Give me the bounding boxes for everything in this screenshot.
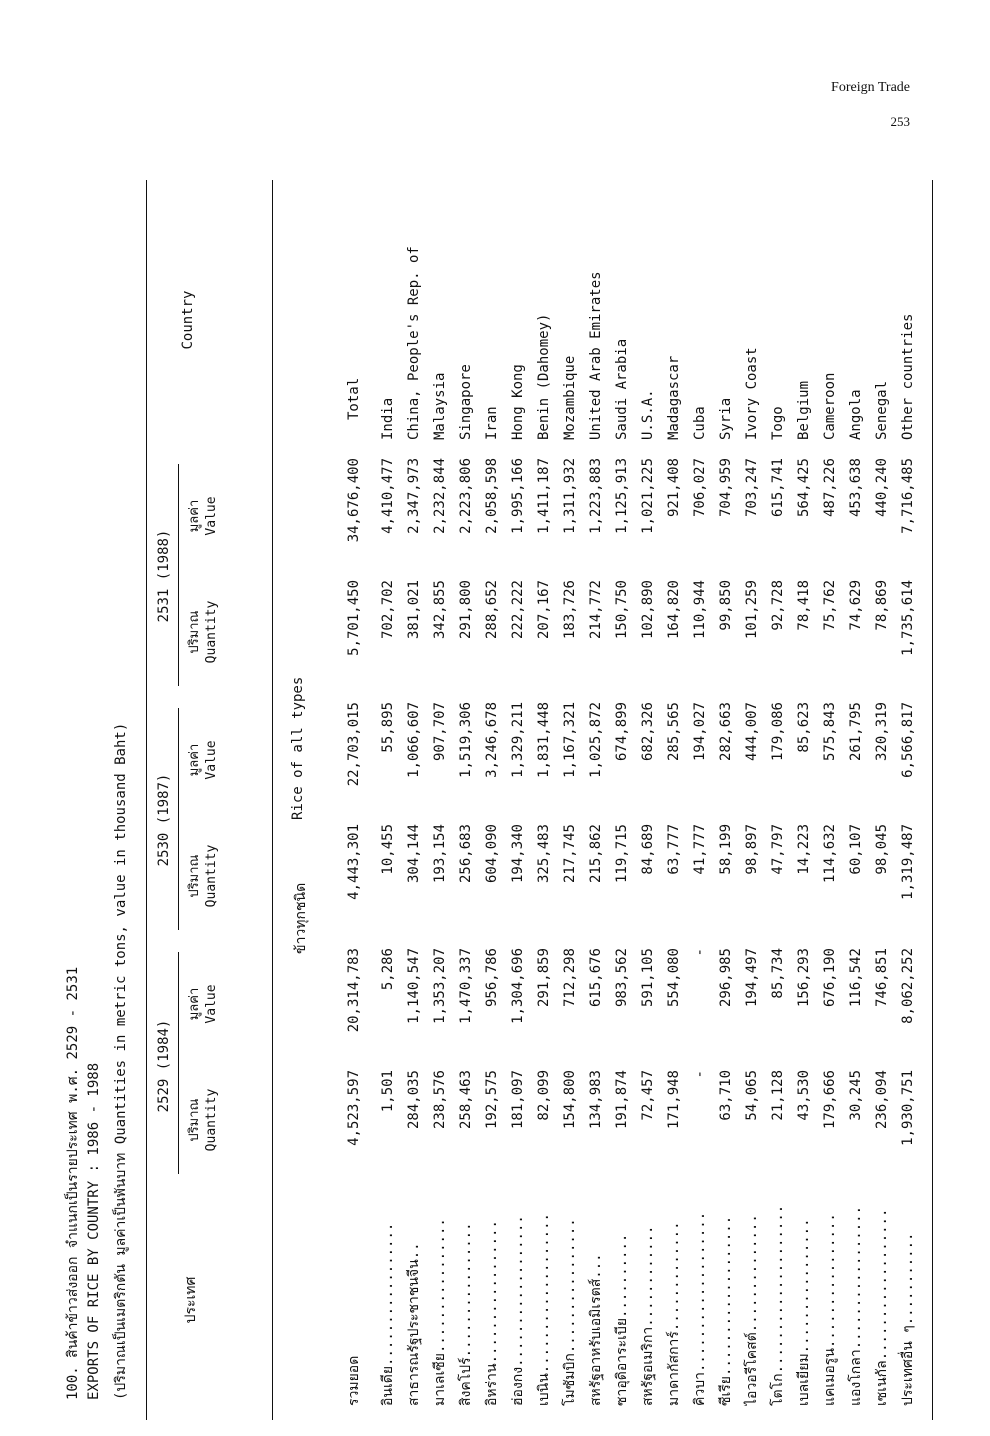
- table-row: [792, 180, 816, 1420]
- value-1987: 1,831,448: [536, 702, 552, 778]
- quantity-1986: 191,874: [614, 1070, 630, 1130]
- country-english: India: [380, 397, 396, 440]
- quantity-1988: 150,750: [614, 580, 630, 640]
- country-thai: สหรัฐอาหรับเอมิเรตส์...: [588, 1253, 604, 1406]
- quantity-1988: 222,222: [510, 580, 526, 640]
- country-english: U.S.A.: [640, 389, 656, 440]
- table-row: [662, 180, 686, 1420]
- country-thai: แคเมอรูน................: [822, 1213, 838, 1406]
- country-thai: สาธารณรัฐประชาชนจีน..: [406, 1242, 422, 1406]
- country-thai: มาดากัสการ์.............: [666, 1221, 682, 1406]
- quantity-1987: 10,455: [380, 824, 396, 875]
- quantity-1988: 75,762: [822, 580, 838, 631]
- value-1987: 1,329,211: [510, 702, 526, 778]
- value-1986: 676,190: [822, 948, 838, 1008]
- table-row-total: [342, 180, 366, 1420]
- value-1987: 1,025,872: [588, 702, 604, 778]
- table-row: [870, 180, 894, 1420]
- country-thai: เซเนกัล..................: [874, 1208, 890, 1406]
- quantity-1987: 256,683: [458, 824, 474, 884]
- table-row: [740, 180, 764, 1420]
- value-1986: 1,470,337: [458, 948, 474, 1024]
- value-1986: 591,105: [640, 948, 656, 1008]
- value-1987: 907,707: [432, 702, 448, 762]
- quantity-1986: 21,128: [770, 1070, 786, 1121]
- country-english: Iran: [484, 406, 500, 440]
- quantity-1987: 193,154: [432, 824, 448, 884]
- value-1987: 444,007: [744, 702, 760, 762]
- value-1986: 8,062,252: [900, 948, 916, 1024]
- country-english: Singapore: [458, 364, 474, 440]
- country-thai: เบลเยียม................: [796, 1218, 812, 1406]
- value-1987: 3,246,678: [484, 702, 500, 778]
- value-1987: 1,066,607: [406, 702, 422, 778]
- bottom-rule: [932, 180, 933, 1420]
- country-thai: อิหร่าน.................: [484, 1220, 500, 1406]
- value-header: มูลค่า Value: [187, 984, 219, 1024]
- value-1987: 682,326: [640, 702, 656, 762]
- value-1988: 703,247: [744, 458, 760, 518]
- country-header-english: Country: [180, 290, 196, 350]
- year-header-2530: 2530 (1987): [156, 773, 172, 867]
- quantity-1988: 342,855: [432, 580, 448, 640]
- value-1988: 7,716,485: [900, 458, 916, 534]
- table-row: [636, 180, 660, 1420]
- quantity-header: ปริมาณ Quantity: [187, 1088, 219, 1152]
- country-thai: ฮ่องกง..................: [510, 1215, 526, 1406]
- value-header: มูลค่า Value: [187, 496, 219, 536]
- value-1987: 285,565: [666, 702, 682, 762]
- table-row: [532, 180, 556, 1420]
- value-1986: 746,851: [874, 948, 890, 1008]
- value-1988: 2,232,844: [432, 458, 448, 534]
- value-1988: 921,408: [666, 458, 682, 518]
- country-thai: อินเดีย.................: [380, 1222, 396, 1406]
- country-thai: โตโก....................: [770, 1204, 786, 1406]
- section-label-english: Rice of all types: [290, 676, 306, 820]
- value-1987: 261,795: [848, 702, 864, 762]
- country-english: Cameroon: [822, 372, 838, 440]
- quantity-1986: 82,099: [536, 1070, 552, 1121]
- value-1986: 85,734: [770, 948, 786, 999]
- value-1986: 1,304,696: [510, 948, 526, 1024]
- quantity-1986: 72,457: [640, 1070, 656, 1121]
- quantity-1986: 134,983: [588, 1070, 604, 1130]
- quantity-1988: 101,259: [744, 580, 760, 640]
- value-1987: 22,703,015: [346, 702, 362, 787]
- table-row: [506, 180, 530, 1420]
- value-1988: 4,410,477: [380, 458, 396, 534]
- rice-exports-table: [50, 180, 950, 1420]
- quantity-1987: 119,715: [614, 824, 630, 884]
- country-thai: เบนิน...................: [536, 1213, 552, 1406]
- country-thai: คิวบา...................: [692, 1211, 708, 1406]
- quantity-1987: 58,199: [718, 824, 734, 875]
- quantity-1986: 258,463: [458, 1070, 474, 1130]
- quantity-1987: 98,045: [874, 824, 890, 875]
- quantity-1987: 98,897: [744, 824, 760, 875]
- value-1988: 2,223,806: [458, 458, 474, 534]
- value-1986: 116,542: [848, 948, 864, 1008]
- value-1988: 487,226: [822, 458, 838, 518]
- quantity-1988: 183,726: [562, 580, 578, 640]
- quantity-1988: 164,820: [666, 580, 682, 640]
- country-thai: ไอวอรีโคสต์..............: [744, 1214, 760, 1406]
- value-1986: -: [692, 948, 708, 957]
- table-row: [844, 180, 868, 1420]
- quantity-1986: 43,530: [796, 1070, 812, 1121]
- running-head: Foreign Trade: [831, 80, 910, 95]
- quantity-1988: 381,021: [406, 580, 422, 640]
- quantity-1987: 304,144: [406, 824, 422, 884]
- quantity-1988: 5,701,450: [346, 580, 362, 656]
- table-row: [818, 180, 842, 1420]
- quantity-1988: 99,850: [718, 580, 734, 631]
- quantity-header: ปริมาณ Quantity: [187, 600, 219, 664]
- country-english: Cuba: [692, 406, 708, 440]
- value-1986: 296,985: [718, 948, 734, 1008]
- country-thai: รวมยอด: [346, 1355, 362, 1406]
- value-header: มูลค่า Value: [187, 740, 219, 780]
- quantity-1986: 238,576: [432, 1070, 448, 1130]
- value-1987: 85,623: [796, 702, 812, 753]
- value-1986: 956,786: [484, 948, 500, 1008]
- table-row: [610, 180, 634, 1420]
- country-thai: สิงคโปร์................: [458, 1222, 474, 1406]
- quantity-1988: 291,800: [458, 580, 474, 640]
- quantity-1987: 41,777: [692, 824, 708, 875]
- country-english: Togo: [770, 406, 786, 440]
- value-1988: 704,959: [718, 458, 734, 518]
- value-1988: 2,058,598: [484, 458, 500, 534]
- country-english: Saudi Arabia: [614, 338, 630, 440]
- quantity-1988: 74,629: [848, 580, 864, 631]
- quantity-1986: 4,523,597: [346, 1070, 362, 1146]
- page-header: [0, 0, 990, 150]
- quantity-1986: 63,710: [718, 1070, 734, 1121]
- section-label-thai: ข้าวทุกชนิด: [293, 882, 309, 954]
- country-thai: สหรัฐอเมริกา............: [640, 1225, 656, 1406]
- quantity-1987: 325,483: [536, 824, 552, 884]
- table-row: [688, 180, 712, 1420]
- quantity-1986: 179,666: [822, 1070, 838, 1130]
- quantity-1987: 4,443,301: [346, 824, 362, 900]
- table-row: [454, 180, 478, 1420]
- quantity-1986: 1,501: [380, 1070, 396, 1113]
- country-english: Hong Kong: [510, 364, 526, 440]
- quantity-1988: 1,735,614: [900, 580, 916, 656]
- value-1986: 712,298: [562, 948, 578, 1008]
- country-thai: ซีเรีย...................: [718, 1215, 734, 1406]
- table-body: [50, 180, 950, 1420]
- country-english: United Arab Emirates: [588, 271, 604, 440]
- value-1986: 194,497: [744, 948, 760, 1008]
- country-thai: ซาอุดิอาระเบีย..........: [614, 1233, 630, 1406]
- table-row: [766, 180, 790, 1420]
- quantity-1987: 84,689: [640, 824, 656, 875]
- quantity-1987: 1,319,487: [900, 824, 916, 900]
- value-1987: 1,167,321: [562, 702, 578, 778]
- quantity-1986: 284,035: [406, 1070, 422, 1130]
- value-1988: 564,425: [796, 458, 812, 518]
- value-1986: 615,676: [588, 948, 604, 1008]
- quantity-1987: 60,107: [848, 824, 864, 875]
- value-1987: 194,027: [692, 702, 708, 762]
- country-english: Benin (Dahomey): [536, 313, 552, 440]
- quantity-1986: 171,948: [666, 1070, 682, 1130]
- value-1986: 20,314,783: [346, 948, 362, 1033]
- value-1988: 453,638: [848, 458, 864, 518]
- value-1987: 320,319: [874, 702, 890, 762]
- quantity-1988: 110,944: [692, 580, 708, 640]
- country-thai: โมซัมบิก................: [562, 1218, 578, 1406]
- value-1988: 1,411,187: [536, 458, 552, 534]
- value-1988: 34,676,400: [346, 458, 362, 543]
- quantity-1988: 102,890: [640, 580, 656, 640]
- country-english: Mozambique: [562, 355, 578, 440]
- value-1987: 1,519,306: [458, 702, 474, 778]
- country-header-thai: ประเทศ: [183, 1276, 199, 1324]
- table-row: [376, 180, 400, 1420]
- table-row: [428, 180, 452, 1420]
- value-1988: 440,240: [874, 458, 890, 518]
- country-thai: มาเลเซีย................: [432, 1218, 448, 1406]
- country-english: Senegal: [874, 380, 890, 440]
- value-1986: 983,562: [614, 948, 630, 1008]
- year-header-2531: 2531 (1988): [156, 529, 172, 623]
- value-1987: 179,086: [770, 702, 786, 762]
- quantity-1987: 63,777: [666, 824, 682, 875]
- value-1987: 575,843: [822, 702, 838, 762]
- table-title-english: EXPORTS OF RICE BY COUNTRY : 1986 - 1988: [86, 1062, 102, 1400]
- value-1986: 291,859: [536, 948, 552, 1008]
- quantity-1987: 114,632: [822, 824, 838, 884]
- value-1988: 706,027: [692, 458, 708, 518]
- quantity-1987: 47,797: [770, 824, 786, 875]
- quantity-1988: 702,702: [380, 580, 396, 640]
- value-1988: 1,021,225: [640, 458, 656, 534]
- value-1988: 1,223,883: [588, 458, 604, 534]
- quantity-1986: 30,245: [848, 1070, 864, 1121]
- table-row: [558, 180, 582, 1420]
- quantity-1988: 78,418: [796, 580, 812, 631]
- value-1986: 5,286: [380, 948, 396, 991]
- quantity-1986: 192,575: [484, 1070, 500, 1130]
- value-1986: 156,293: [796, 948, 812, 1008]
- value-1987: 674,899: [614, 702, 630, 762]
- table-row: [480, 180, 504, 1420]
- quantity-1988: 207,167: [536, 580, 552, 640]
- country-english: China, People's Rep. of: [406, 246, 422, 440]
- country-english: Total: [346, 377, 362, 420]
- quantity-1988: 214,772: [588, 580, 604, 640]
- quantity-header: ปริมาณ Quantity: [187, 844, 219, 908]
- quantity-1987: 215,862: [588, 824, 604, 884]
- quantity-1988: 92,728: [770, 580, 786, 631]
- table-row: [714, 180, 738, 1420]
- quantity-1987: 14,223: [796, 824, 812, 875]
- country-english: Ivory Coast: [744, 347, 760, 440]
- table-title-thai: 100. สินค้าข้าวส่งออก จำแนกเป็นรายประเทศ พ.ศ. 2529 - 2531: [65, 966, 81, 1400]
- quantity-1987: 194,340: [510, 824, 526, 884]
- value-1987: 6,566,817: [900, 702, 916, 778]
- country-english: Madagascar: [666, 355, 682, 440]
- country-english: Other countries: [900, 313, 916, 440]
- country-english: Belgium: [796, 380, 812, 440]
- quantity-1987: 604,090: [484, 824, 500, 884]
- country-english: Angola: [848, 389, 864, 440]
- quantity-1988: 78,869: [874, 580, 890, 631]
- country-thai: แองโกลา.................: [848, 1206, 864, 1406]
- quantity-1986: 181,097: [510, 1070, 526, 1130]
- country-english: Malaysia: [432, 372, 448, 440]
- quantity-1986: 154,800: [562, 1070, 578, 1130]
- country-thai: ประเทศอื่น ๆ...........: [900, 1232, 916, 1406]
- quantity-1986: 236,094: [874, 1070, 890, 1130]
- value-1988: 1,995,166: [510, 458, 526, 534]
- table-unit-note: (ปริมาณเป็นเมตริกตัน มูลค่าเป็นพันบาท Quantities in metric tons, value in thousand Baht): [113, 722, 129, 1400]
- value-1986: 1,353,207: [432, 948, 448, 1024]
- country-english: Syria: [718, 397, 734, 440]
- table-row: [402, 180, 426, 1420]
- value-1988: 615,741: [770, 458, 786, 518]
- quantity-1986: 1,930,751: [900, 1070, 916, 1146]
- value-1988: 1,125,913: [614, 458, 630, 534]
- year-header-2529: 2529 (1984): [156, 1019, 172, 1113]
- page-number: 253: [890, 114, 910, 129]
- value-1987: 55,895: [380, 702, 396, 753]
- value-1986: 1,140,547: [406, 948, 422, 1024]
- table-row: [896, 180, 920, 1420]
- quantity-1986: -: [692, 1070, 708, 1079]
- value-1986: 554,080: [666, 948, 682, 1008]
- quantity-1987: 217,745: [562, 824, 578, 884]
- quantity-1986: 54,065: [744, 1070, 760, 1121]
- table-row: [584, 180, 608, 1420]
- value-1988: 1,311,932: [562, 458, 578, 534]
- value-1988: 2,347,973: [406, 458, 422, 534]
- quantity-1988: 288,652: [484, 580, 500, 640]
- value-1987: 282,663: [718, 702, 734, 762]
